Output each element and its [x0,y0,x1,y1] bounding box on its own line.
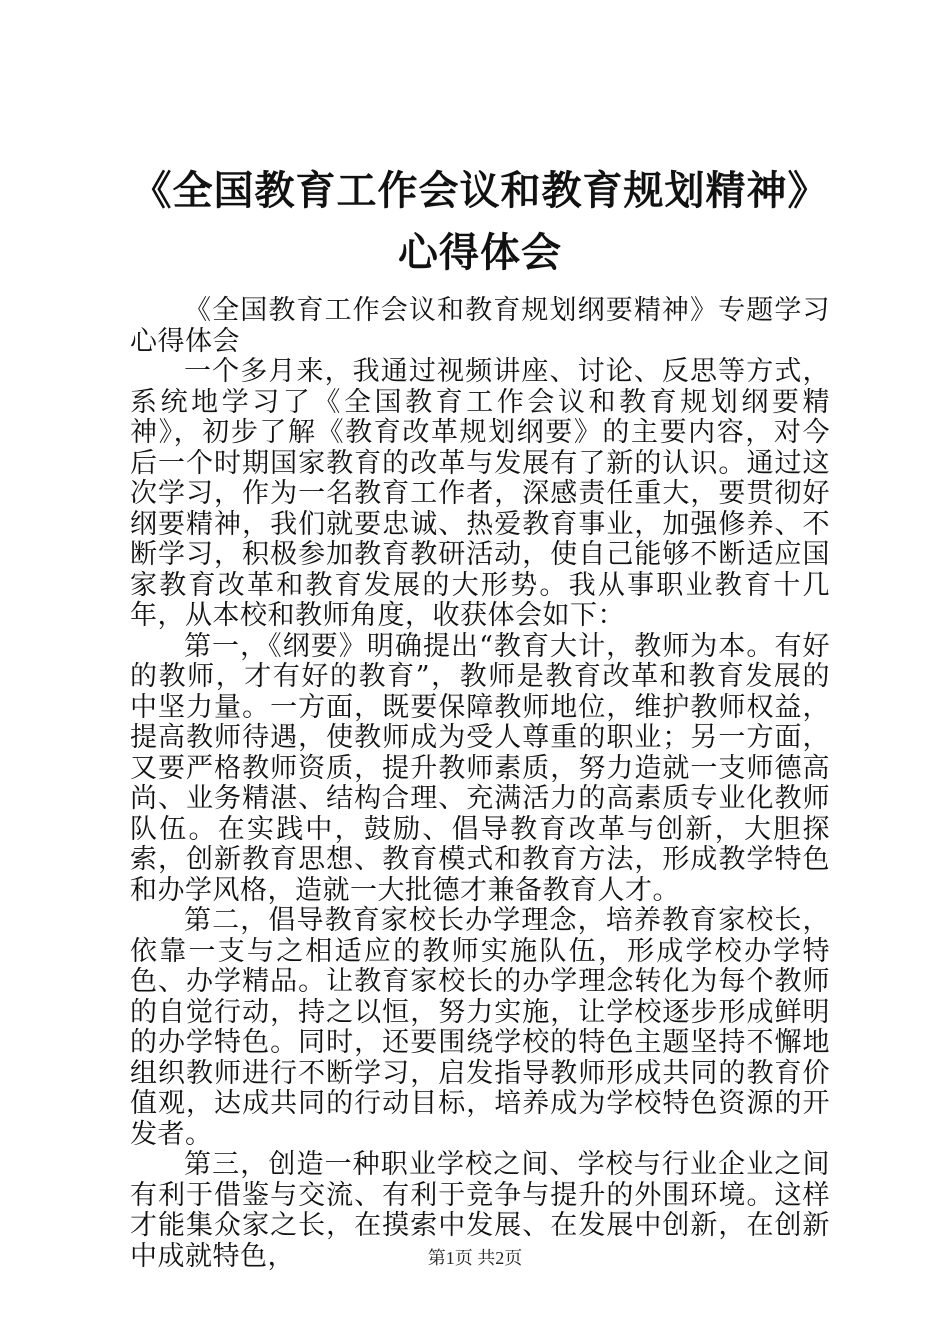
document-title: 《全国教育工作会议和教育规划精神》心得体会 [131,167,829,276]
paragraph-first-point: 第一，《纲要》明确提出“教育大计，教师为本。有好的教师，才有好的教育”，教师是教育改革和教育发展的中坚力量。一方面，既要保障教师地位，维护教师权益，提高教师待遇，使教师成为受人尊重的职业；另一方面，又要严格教师资质，提升教师素质，努力造就一支师德高尚、业务精湛、结构合理、充满活力的高素质专业化教师队伍。在实践中，鼓励、倡导教育改革与创新，大胆探索，创新教育思想、教育模式和教育方法，形成教学特色和办学风格，造就一大批德才兼备教育人才。 [130,630,830,906]
page-number-footer: 第1页 共2页 [427,1248,523,1268]
paragraph-third-point: 第三，创造一种职业学校之间、学校与行业企业之间有利于借鉴与交流、有利于竞争与提升的外围环境。这样才能集众家之长，在摸索中发展、在发展中创新，在创新中成就特色， [130,1149,830,1272]
paragraph-intro: 一个多月来，我通过视频讲座、讨论、反思等方式，系统地学习了《全国教育工作会议和教育规划纲要精神》，初步了解《教育改革规划纲要》的主要内容，对今后一个时期国家教育的改革与发展有了新的认识。通过这次学习，作为一名教育工作者，深感责任重大，要贯彻好纲要精神，我们就要忠诚、热爱教育事业，加强修养、不断学习，积极参加教育教研活动，使自己能够不断适应国家教育改革和教育发展的大形势。我从事职业教育十几年，从本校和教师角度，收获体会如下： [130,356,830,631]
paragraph-subtitle: 《全国教育工作会议和教育规划纲要精神》专题学习心得体会 [130,295,830,357]
document-body [130,296,830,1272]
paragraph-second-point: 第二，倡导教育家校长办学理念，培养教育家校长，依靠一支与之相适应的教师实施队伍，形成学校办学特色、办学精品。让教育家校长的办学理念转化为每个教师的自觉行动，持之以恒，努力实施，让学校逐步形成鲜明的办学特色。同时，还要围绕学校的特色主题坚持不懈地组织教师进行不断学习，启发指导教师形成共同的教育价值观，达成共同的行动目标，培养成为学校特色资源的开发者。 [130,905,830,1150]
